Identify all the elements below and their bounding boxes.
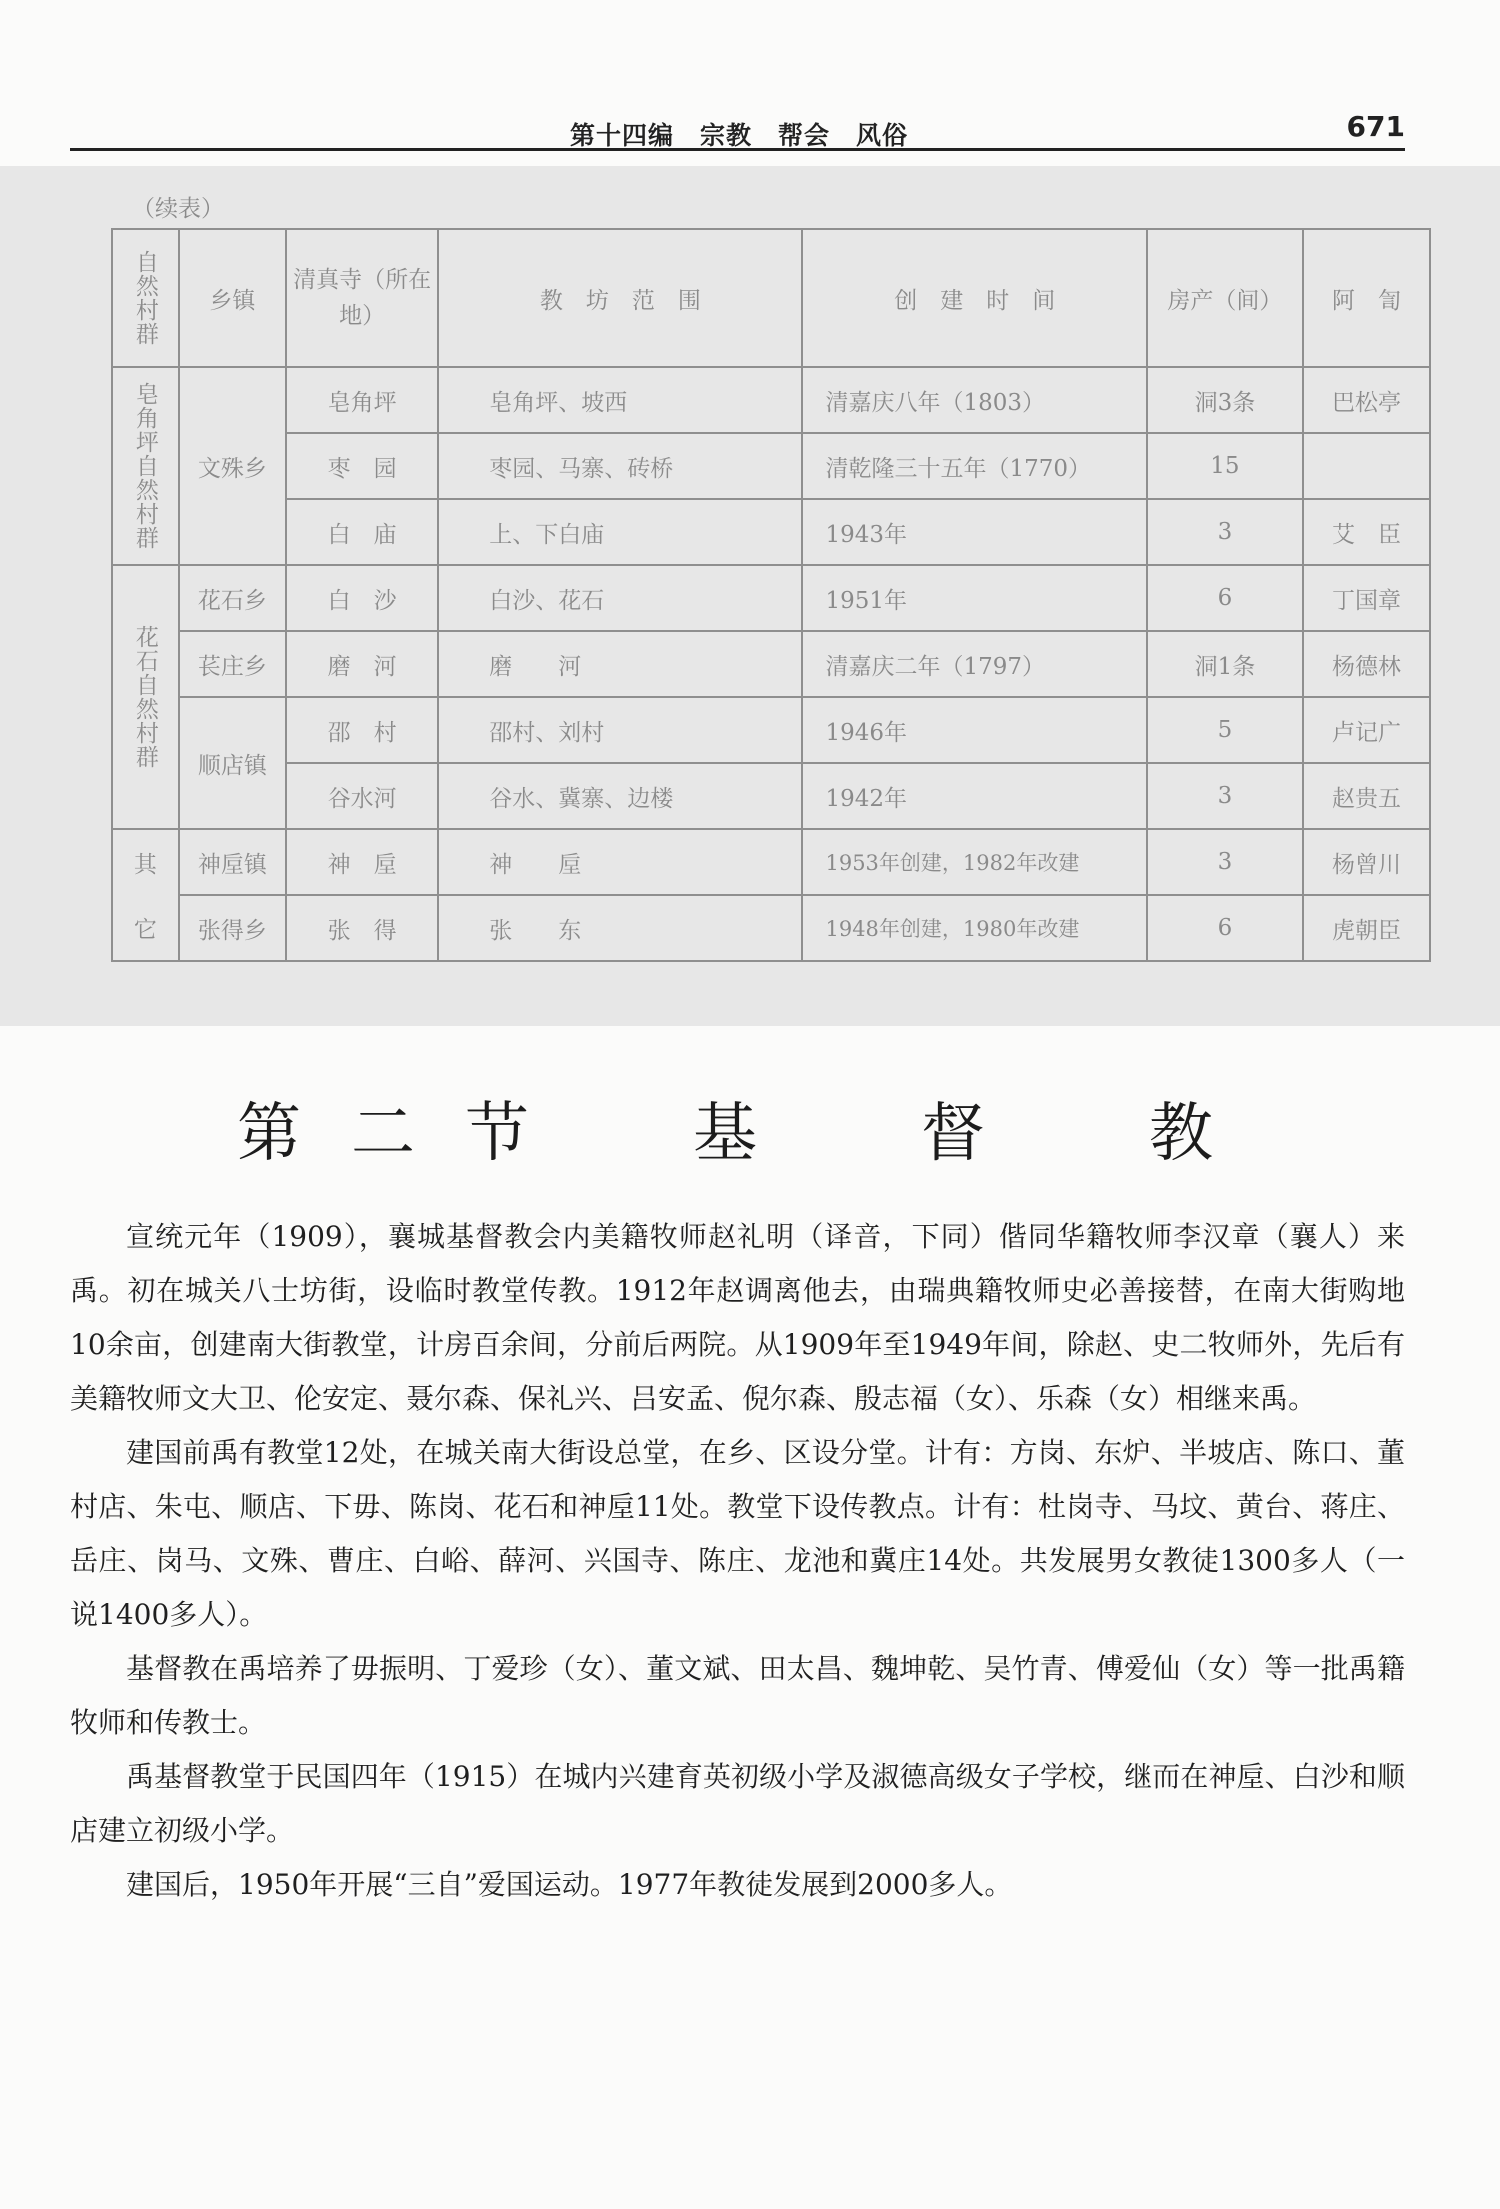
ahong-cell: 虎朝臣 bbox=[1303, 895, 1430, 961]
time-cell: 1943年 bbox=[802, 499, 1146, 565]
property-cell: 15 bbox=[1147, 433, 1303, 499]
mosque-cell: 枣 园 bbox=[286, 433, 438, 499]
mosque-cell: 磨 河 bbox=[286, 631, 438, 697]
property-cell: 3 bbox=[1147, 499, 1303, 565]
time-cell: 1946年 bbox=[802, 697, 1146, 763]
header-mosque: 清真寺（所在地） bbox=[286, 229, 438, 367]
scope-cell: 邵村、刘村 bbox=[438, 697, 802, 763]
time-cell: 1951年 bbox=[802, 565, 1146, 631]
table-row bbox=[112, 763, 1430, 829]
time-cell: 1942年 bbox=[802, 763, 1146, 829]
ahong-cell bbox=[1303, 433, 1430, 499]
scope-cell: 皂角坪、坡西 bbox=[438, 367, 802, 433]
mosque-cell: 神 垕 bbox=[286, 829, 438, 895]
header-group: 自然村群 bbox=[112, 229, 179, 367]
table-row bbox=[112, 433, 1430, 499]
ahong-cell: 杨德林 bbox=[1303, 631, 1430, 697]
group-cell: 它 bbox=[112, 895, 179, 961]
mosque-cell: 皂角坪 bbox=[286, 367, 438, 433]
time-cell: 清乾隆三十五年（1770） bbox=[802, 433, 1146, 499]
property-cell: 洞3条 bbox=[1147, 367, 1303, 433]
paragraph: 基督教在禹培养了毋振明、丁爱珍（女）、董文斌、田太昌、魏坤乾、吴竹青、傅爱仙（女）等一批禹籍牧师和传教士。 bbox=[70, 1652, 1405, 1739]
table-row bbox=[112, 565, 1430, 631]
paragraph: 禹基督教堂于民国四年（1915）在城内兴建育英初级小学及淑德高级女子学校，继而在神垕、白沙和顺店建立初级小学。 bbox=[70, 1760, 1405, 1847]
town-cell: 苌庄乡 bbox=[179, 631, 286, 697]
scope-cell: 枣园、马寨、砖桥 bbox=[438, 433, 802, 499]
header-time: 创 建 时 间 bbox=[802, 229, 1146, 367]
page-number: 671 bbox=[1346, 110, 1405, 143]
ahong-cell: 丁国章 bbox=[1303, 565, 1430, 631]
town-cell: 文殊乡 bbox=[179, 367, 286, 565]
group-cell: 其 bbox=[112, 829, 179, 895]
group-cell: 花石自然村群 bbox=[112, 565, 179, 829]
property-cell: 6 bbox=[1147, 895, 1303, 961]
time-cell: 清嘉庆二年（1797） bbox=[802, 631, 1146, 697]
chapter-title: 第十四编 宗教 帮会 风俗 bbox=[570, 121, 909, 150]
ahong-cell: 卢记广 bbox=[1303, 697, 1430, 763]
header-town: 乡镇 bbox=[179, 229, 286, 367]
town-cell: 张得乡 bbox=[179, 895, 286, 961]
table-row bbox=[112, 631, 1430, 697]
property-cell: 洞1条 bbox=[1147, 631, 1303, 697]
mosque-cell: 谷水河 bbox=[286, 763, 438, 829]
property-cell: 3 bbox=[1147, 763, 1303, 829]
mosque-cell: 白 庙 bbox=[286, 499, 438, 565]
time-cell: 1953年创建，1982年改建 bbox=[802, 829, 1146, 895]
paragraph: 宣统元年（1909），襄城基督教会内美籍牧师赵礼明（译音，下同）偕同华籍牧师李汉章（襄人）来禹。初在城关八士坊街，设临时教堂传教。1912年赵调离他去，由瑞典籍牧师史必善接替，在南大街购地10余亩，创建南大街教堂，计房百余间，分前后两院。从1909年至1949年间，除赵、史二牧师外，先后有美籍牧师文大卫、伦安定、聂尔森、保礼兴、吕安孟、倪尔森、殷志福（女）、乐森（女）相继来禹。 bbox=[70, 1220, 1405, 1415]
table-row bbox=[112, 367, 1430, 433]
property-cell: 5 bbox=[1147, 697, 1303, 763]
header-property: 房产（间） bbox=[1147, 229, 1303, 367]
mosque-cell: 白 沙 bbox=[286, 565, 438, 631]
town-cell: 顺店镇 bbox=[179, 697, 286, 829]
header-ahong: 阿 訇 bbox=[1303, 229, 1430, 367]
scope-cell: 上、下白庙 bbox=[438, 499, 802, 565]
table-row bbox=[112, 697, 1430, 763]
scope-cell: 谷水、冀寨、边楼 bbox=[438, 763, 802, 829]
group-cell: 皂角坪自然村群 bbox=[112, 367, 179, 565]
table-header-row bbox=[112, 229, 1430, 367]
paragraph: 建国前禹有教堂12处，在城关南大街设总堂，在乡、区设分堂。计有：方岗、东炉、半坡店、陈口、董村店、朱屯、顺店、下毋、陈岗、花石和神垕11处。教堂下设传教点。计有：杜岗寺、马坟、黄台、蒋庄、岳庄、岗马、文殊、曹庄、白峪、薛河、兴国寺、陈庄、龙池和冀庄14处。共发展男女教徒1300多人（一说1400多人）。 bbox=[70, 1436, 1405, 1631]
mosque-table bbox=[111, 228, 1431, 962]
ahong-cell: 赵贵五 bbox=[1303, 763, 1430, 829]
paragraph: 建国后，1950年开展“三自”爱国运动。1977年教徒发展到2000多人。 bbox=[126, 1868, 1013, 1901]
scope-cell: 张 东 bbox=[438, 895, 802, 961]
table-row bbox=[112, 499, 1430, 565]
mosque-cell: 张 得 bbox=[286, 895, 438, 961]
time-cell: 清嘉庆八年（1803） bbox=[802, 367, 1146, 433]
time-cell: 1948年创建，1980年改建 bbox=[802, 895, 1146, 961]
town-cell: 花石乡 bbox=[179, 565, 286, 631]
mosque-table-section bbox=[0, 166, 1500, 1026]
ahong-cell: 杨曾川 bbox=[1303, 829, 1430, 895]
continued-label: （续表） bbox=[132, 196, 224, 222]
ahong-cell: 艾 臣 bbox=[1303, 499, 1430, 565]
mosque-cell: 邵 村 bbox=[286, 697, 438, 763]
property-cell: 6 bbox=[1147, 565, 1303, 631]
body-text bbox=[70, 1210, 1405, 1912]
page-header bbox=[70, 108, 1405, 151]
table-row bbox=[112, 829, 1430, 895]
scope-cell: 神 垕 bbox=[438, 829, 802, 895]
header-scope: 教 坊 范 围 bbox=[438, 229, 802, 367]
town-cell: 神垕镇 bbox=[179, 829, 286, 895]
section-title: 第二节 基 督 教 bbox=[237, 1097, 1263, 1171]
property-cell: 3 bbox=[1147, 829, 1303, 895]
table-row bbox=[112, 895, 1430, 961]
scope-cell: 白沙、花石 bbox=[438, 565, 802, 631]
scope-cell: 磨 河 bbox=[438, 631, 802, 697]
ahong-cell: 巴松亭 bbox=[1303, 367, 1430, 433]
